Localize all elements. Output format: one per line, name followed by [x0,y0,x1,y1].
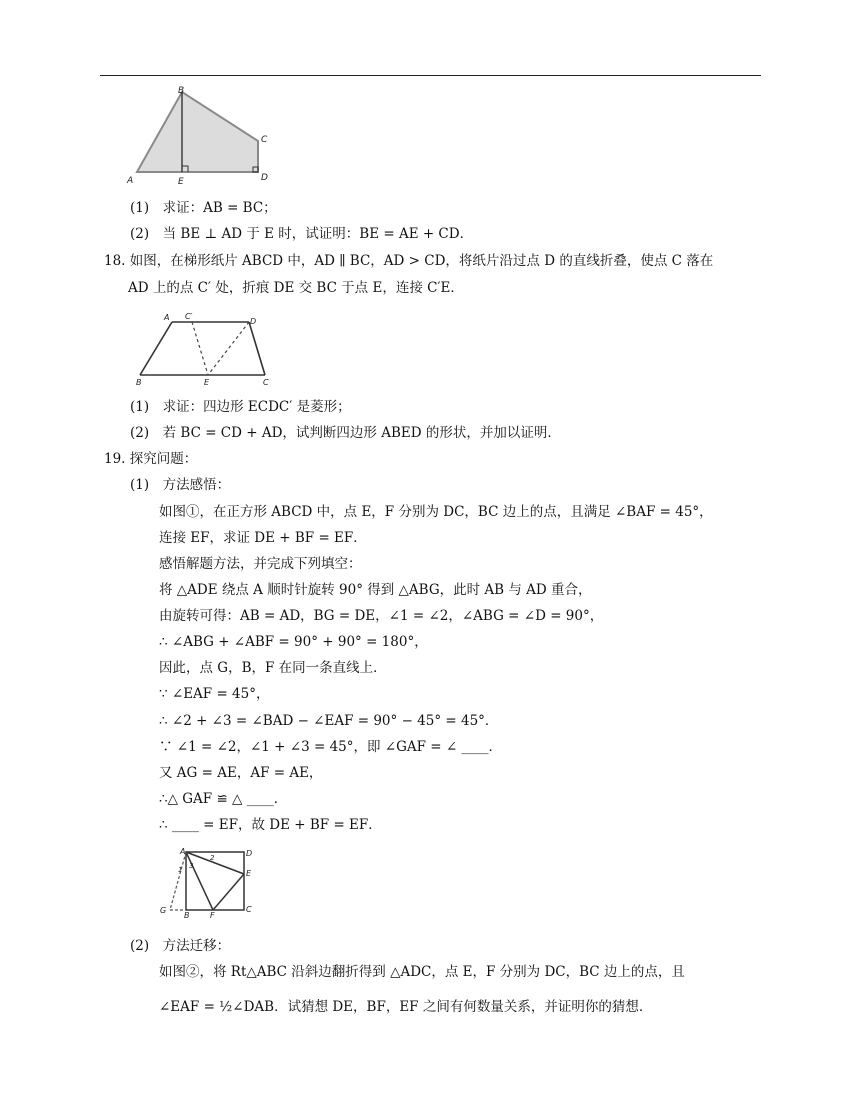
q18-stem-2: AD 上的点 C′ 处，折痕 DE 交 BC 于点 E，连接 C′E． [128,280,464,296]
label-c: C [261,135,268,145]
label-a: A [164,313,170,322]
figure-q19-1 [158,846,258,918]
q19-line-6: ∴ ∠ABG + ∠ABF = 90° + 90° = 180°， [159,634,428,650]
label-c-prime: C′ [185,312,193,321]
figure-q17 [125,84,275,186]
q18-stem-1: 18. 如图，在梯形纸片 ABCD 中，AD ∥ BC，AD > CD，将纸片沿过点 D 的直线折叠，使点 C 落在 [104,253,714,269]
angle-label-3: 3 [189,862,194,870]
label-b: B [178,86,185,96]
label-g: G [160,906,167,915]
figure-q18 [132,310,277,390]
label-e: E [246,869,252,878]
q17-part1: (1) 求证：AB = BC； [130,200,277,216]
label-e: E [204,378,210,387]
header-rule [100,75,761,76]
q19-line-10: ∵ ∠1 = ∠2，∠1 + ∠3 = 45°，即 ∠GAF = ∠ ____． [159,739,503,755]
label-d: D [250,317,257,326]
angle-label-1: 1 [178,866,183,874]
q19-part1-title: (1) 方法感悟： [130,477,231,493]
q19-line-1: 如图①，在正方形 ABCD 中，点 E，F 分别为 DC，BC 边上的点，且满足 ∠BAF = 45°， [159,504,713,520]
q19-line-14: 如图②，将 Rt△ABC 沿斜边翻折得到 △ADC，点 E，F 分别为 DC，BC 边上的点，且 [159,964,685,980]
label-c: C [263,378,269,387]
label-d: D [261,173,268,183]
label-f: F [210,911,215,920]
label-e: E [178,177,184,187]
q19-line-3: 感悟解题方法，并完成下列填空： [159,556,362,572]
q19-line-15: ∠EAF = ½∠DAB．试猜想 DE，BF，EF 之间有何数量关系，并证明你的猜想． [159,999,653,1015]
q19-stem: 19. 探究问题： [104,451,198,467]
q19-line-13: ∴ ____ = EF，故 DE + BF = EF． [159,817,382,833]
q17-part2: (2) 当 BE ⊥ AD 于 E 时，试证明：BE = AE + CD． [130,226,474,242]
q19-line-9: ∴ ∠2 + ∠3 = ∠BAD − ∠EAF = 90° − 45° = 45°． [159,713,499,729]
q18-part1: (1) 求证：四边形 ECDC′ 是菱形； [130,399,351,415]
q19-line-4: 将 △ADE 绕点 A 顺时针旋转 90° 得到 △ABG，此时 AB 与 AD 重合， [159,582,592,598]
q19-line-7: 因此，点 G，B，F 在同一条直线上． [159,660,387,676]
q19-line-12: ∴△ GAF ≌ △ ____． [159,791,288,807]
label-a: A [180,847,186,856]
label-a: A [127,176,134,186]
q18-part2: (2) 若 BC = CD + AD，试判断四边形 ABED 的形状，并加以证明． [130,425,561,441]
q19-line-2: 连接 EF，求证 DE + BF = EF． [159,530,367,546]
q19-line-8: ∵ ∠EAF = 45°， [159,686,270,702]
label-b: B [136,378,142,387]
q19-part2-title: (2) 方法迁移： [130,938,231,954]
label-b: B [184,911,190,920]
label-c: C [246,905,252,914]
angle-label-2: 2 [210,854,215,862]
label-d: D [246,849,253,858]
q19-line-11: 又 AG = AE，AF = AE， [159,765,323,781]
q19-line-5: 由旋转可得：AB = AD，BG = DE，∠1 = ∠2，∠ABG = ∠D = 90°， [159,608,604,624]
